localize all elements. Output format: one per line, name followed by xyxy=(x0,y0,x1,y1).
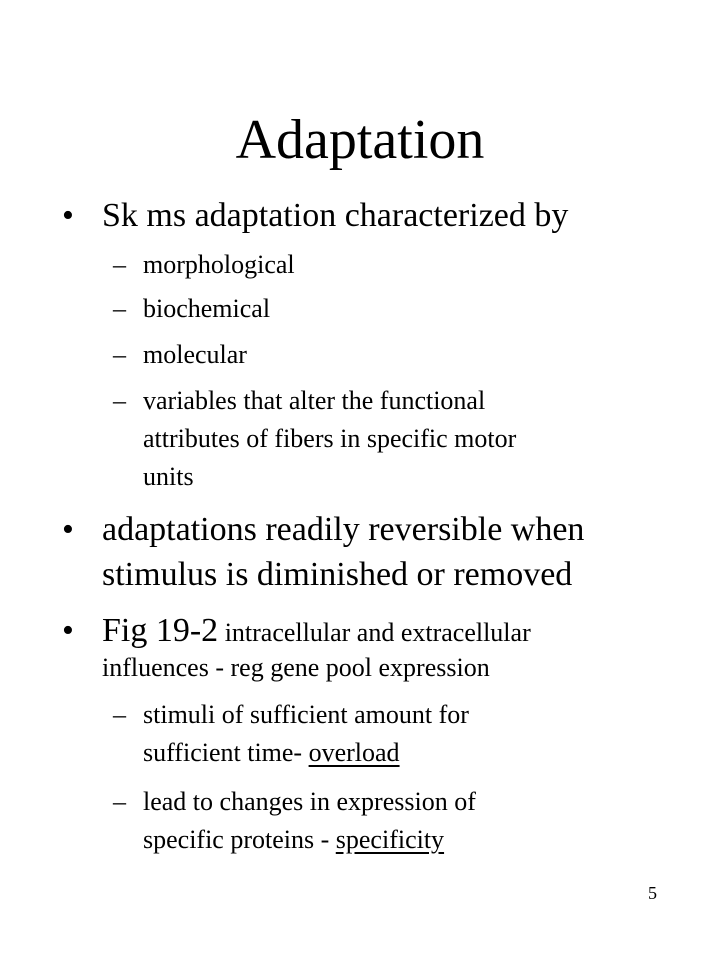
bullet-3-rest: intracellular and extracellular xyxy=(218,618,531,647)
bullet-1-text: Sk ms adaptation characterized by xyxy=(102,197,569,234)
sub-1-4-line-2: attributes of fibers in specific motor xyxy=(143,424,517,453)
sub-3-2-line-1: lead to changes in expression of xyxy=(143,787,476,816)
page-number: 5 xyxy=(648,883,657,903)
bullet-3-line-2: influences - reg gene pool expression xyxy=(102,653,490,682)
sub-3-2-line-2 xyxy=(143,822,444,858)
bullet-3-marker: • xyxy=(62,612,74,649)
sub-1-2-text: biochemical xyxy=(143,294,271,323)
sub-3-1-prefix: sufficient time- xyxy=(143,738,309,767)
sub-3-1-line-1: stimuli of sufficient amount for xyxy=(143,700,469,729)
sub-1-4-line-1: variables that alter the functional xyxy=(143,386,486,415)
overload-term: overload xyxy=(308,738,400,767)
sub-1-1-marker: – xyxy=(113,250,126,279)
sub-3-1-marker: – xyxy=(113,700,126,729)
slide-title: Adaptation xyxy=(235,109,485,171)
bullet-2-line-2: stimulus is diminished or removed xyxy=(102,556,573,593)
sub-1-1-text: morphological xyxy=(143,250,295,279)
sub-3-1-line-2 xyxy=(143,735,400,771)
specificity-term: specificity xyxy=(335,825,445,854)
bullet-3-line-1 xyxy=(102,611,531,653)
sub-1-3-marker: – xyxy=(113,340,126,369)
sub-1-2-marker: – xyxy=(113,294,126,323)
bullet-3-lead: Fig 19-2 xyxy=(102,612,219,649)
bullet-1-marker: • xyxy=(62,197,74,234)
sub-3-2-marker: – xyxy=(113,787,126,816)
sub-3-2-prefix: specific proteins - xyxy=(143,825,336,854)
sub-1-4-marker: – xyxy=(113,386,126,415)
sub-1-4-line-3: units xyxy=(143,462,194,491)
bullet-2-line-1: adaptations readily reversible when xyxy=(102,511,585,548)
bullet-2-marker: • xyxy=(62,511,74,548)
sub-1-3-text: molecular xyxy=(143,340,247,369)
